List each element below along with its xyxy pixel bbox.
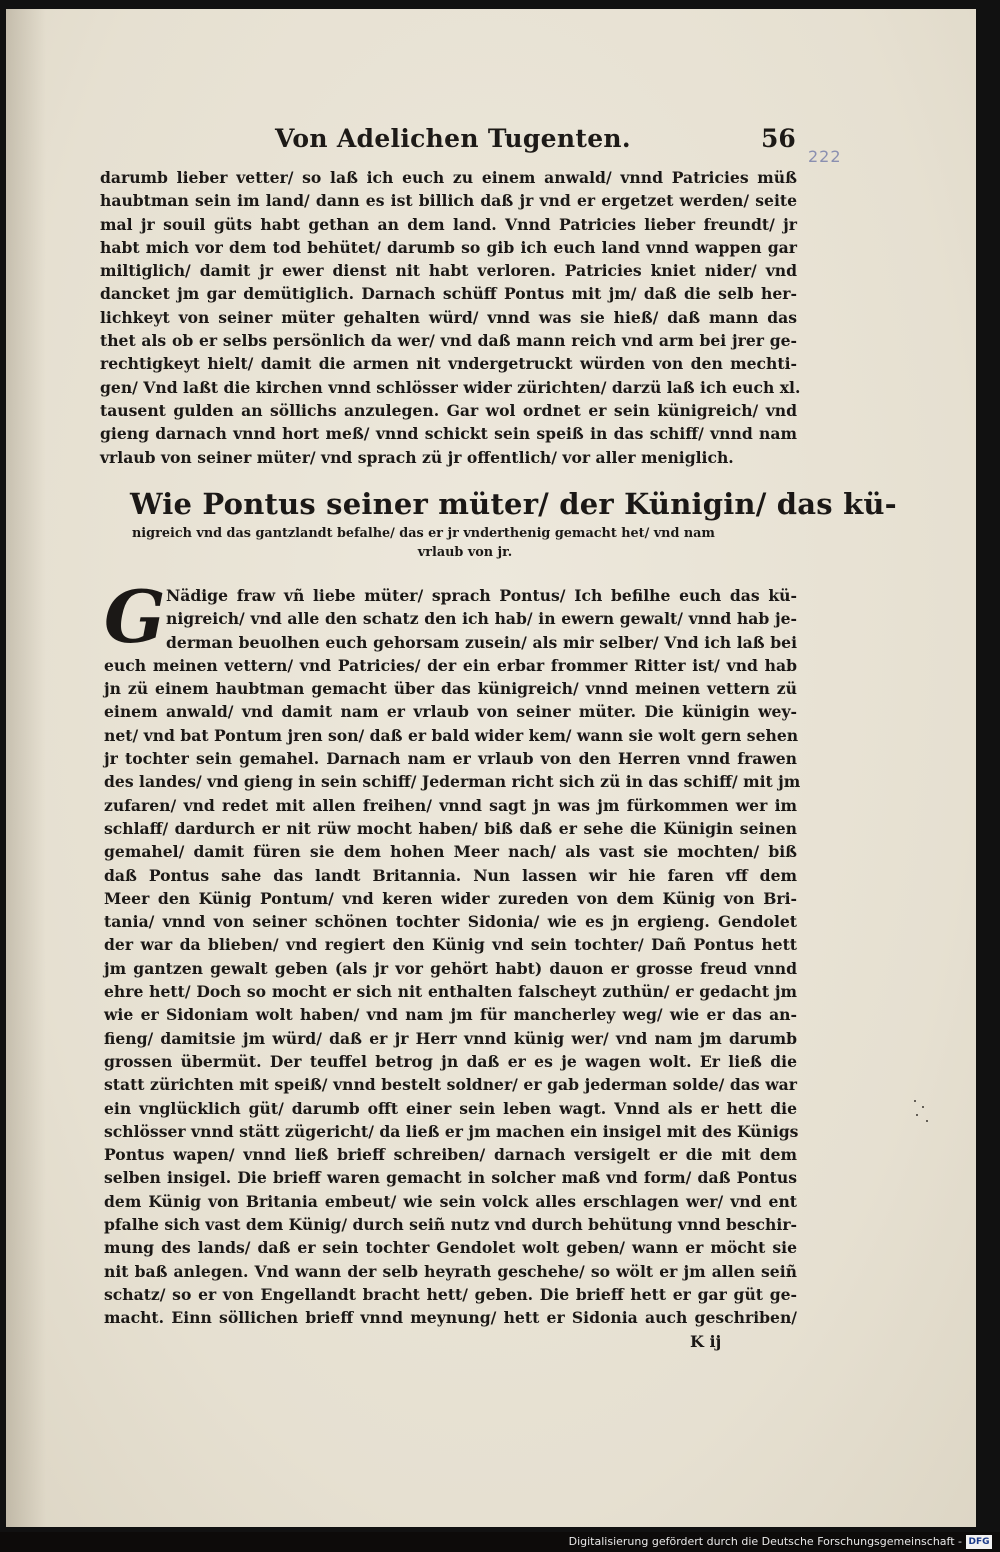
gutter-shadow bbox=[6, 9, 46, 1527]
text-line: macht. Einn söllichen brieff vnnd meynung/ hett er Sidonia auch geschriben/ bbox=[104, 1308, 797, 1328]
text-line: tausent gulden an söllichs anzulegen. Gar wol ordnet er sein künigreich/ vnd bbox=[100, 400, 797, 420]
text-line: net/ vnd bat Pontum jren son/ daß er bald wider kem/ wann sie wolt gern sehen bbox=[104, 725, 799, 745]
text-line: darumb lieber vetter/ so laß ich euch zu einem anwald/ vnnd Patricies müß bbox=[100, 168, 797, 187]
text-line: pfalhe sich vast dem Künig/ durch seiñ nutz vnd durch behütung vnnd beschir- bbox=[104, 1215, 798, 1235]
funding-credit: Digitalisierung gefördert durch die Deutsche Forschungsgemeinschaft - bbox=[568, 1535, 962, 1548]
paragraph-1 bbox=[100, 166, 801, 469]
text-line: thet als ob er selbs persönlich da wer/ vnd daß mann reich vnd arm bei jrer ge- bbox=[100, 331, 797, 351]
text-line: jr tochter sein gemahel. Darnach nam er vrlaub von den Herren vnnd frawen bbox=[104, 749, 797, 769]
chapter-heading bbox=[130, 484, 897, 562]
chapter-heading-subline: nigreich vnd das gantzlandt befalhe/ das er jr vnderthenig gemacht het/ vnd nam bbox=[132, 526, 715, 541]
paper-speckles bbox=[912, 1100, 932, 1130]
text-line: lichkeyt von seiner müter gehalten würd/ vnnd was sie hieß/ daß mann das bbox=[100, 307, 797, 327]
folio-number: 56 bbox=[761, 124, 796, 153]
text-line: ein vnglücklich güt/ darumb offt einer sein leben wagt. Vnnd als er hett die bbox=[104, 1098, 797, 1118]
text-line: mal jr souil güts habt gethan an dem land. Vnnd Patricies lieber freundt/ jr bbox=[100, 214, 797, 234]
text-line: schlösser vnnd stätt zügericht/ da ließ er jm machen ein insigel mit des Künigs bbox=[104, 1121, 799, 1141]
text-line: des landes/ vnd gieng in sein schiff/ Jederman richt sich zü in das schiff/ mit jm bbox=[104, 772, 801, 792]
running-head bbox=[275, 124, 795, 160]
text-line: mung des lands/ daß er sein tochter Gendolet wolt geben/ wann er möcht sie bbox=[104, 1238, 797, 1258]
text-line: gemahel/ damit füren sie dem hohen Meer nach/ als vast sie mochten/ biß bbox=[104, 842, 797, 862]
text-line: habt mich vor dem tod behütet/ darumb so gib ich euch land vnnd wappen gar bbox=[100, 237, 797, 257]
text-line: ehre hett/ Doch so mocht er sich nit enthalten falscheyt zuthün/ er gedacht jm bbox=[104, 982, 797, 1002]
text-line: dancket jm gar demütiglich. Darnach schüff Pontus mit jm/ daß die selb her- bbox=[100, 284, 797, 304]
running-title: Von Adelichen Tugenten. bbox=[275, 124, 631, 153]
text-line: dem Künig von Britania embeut/ wie sein volck alles erschlagen wer/ vnd ent bbox=[104, 1191, 797, 1211]
text-line: nit baß anlegen. Vnd wann der selb heyrath geschehe/ so wölt er jm allen seiñ bbox=[104, 1261, 797, 1281]
text-line: nigreich/ vnd alle den schatz den ich hab/ in ewern gewalt/ vnnd hab je- bbox=[166, 609, 797, 629]
catchword-signature: K ij bbox=[690, 1332, 722, 1351]
text-line: rechtigkeyt hielt/ damit die armen nit vndergetruckt würden von den mechti- bbox=[100, 354, 797, 374]
paragraph-2 bbox=[104, 574, 801, 1330]
text-line: Nädige fraw vñ liebe müter/ sprach Pontus/ Ich befilhe euch das kü- bbox=[166, 586, 797, 605]
text-line: statt zürichten mit speiß/ vnnd bestelt soldner/ er gab jederman solde/ das war bbox=[104, 1075, 797, 1095]
text-line: tania/ vnnd von seiner schönen tochter Sidonia/ wie es jn ergieng. Gendolet bbox=[104, 912, 797, 932]
text-line: gen/ Vnd laßt die kirchen vnnd schlösser wider zürichten/ darzü laß ich euch xl. bbox=[100, 377, 801, 397]
chapter-heading-title: Wie Pontus seiner müter/ der Künigin/ das kü- bbox=[130, 487, 897, 521]
text-line: gieng darnach vnnd hort meß/ vnnd schickt sein speiß in das schiff/ vnnd nam bbox=[100, 424, 797, 444]
text-line: zufaren/ vnd redet mit allen freihen/ vnnd sagt jn was jm fürkommen wer im bbox=[104, 795, 797, 815]
decorated-initial: G bbox=[104, 574, 166, 659]
text-line: Meer den Künig Pontum/ vnd keren wider zureden von dem Künig von Bri- bbox=[104, 888, 797, 908]
text-line: der war da blieben/ vnd regiert den Künig vnd sein tochter/ Dañ Pontus hett bbox=[104, 935, 797, 955]
text-line: derman beuolhen euch gehorsam zusein/ als mir selber/ Vnd ich laß bei bbox=[166, 632, 797, 652]
text-line: einem anwald/ vnd damit nam er vrlaub von seiner müter. Die künigin wey- bbox=[104, 702, 797, 722]
text-line: euch meinen vettern/ vnd Patricies/ der ein erbar frommer Ritter ist/ vnd hab bbox=[104, 655, 797, 675]
text-line: schlaff/ dardurch er nit rüw mocht haben/ biß daß er sehe die Künigin seinen bbox=[104, 818, 797, 838]
text-line: wie er Sidoniam wolt haben/ vnd nam jm für mancherley weg/ wie er das an- bbox=[104, 1005, 797, 1025]
text-line: jm gantzen gewalt geben (als jr vor gehört habt) dauon er grosse freud vnnd bbox=[104, 958, 797, 978]
text-line: Pontus wapen/ vnnd ließ brieff schreiben/ darnach versigelt er die mit dem bbox=[104, 1145, 797, 1165]
text-line: vrlaub von seiner müter/ vnd sprach zü jr offentlich/ vor aller meniglich. bbox=[100, 447, 734, 467]
text-line: haubtman sein im land/ dann es ist billich daß jr vnd er ergetzet werden/ seite bbox=[100, 191, 797, 211]
text-line: daß Pontus sahe das landt Britannia. Nun lassen wir hie faren vff dem bbox=[104, 865, 797, 885]
text-line: miltiglich/ damit jr ewer dienst nit habt verloren. Patricies kniet nider/ vnd bbox=[100, 261, 797, 281]
chapter-heading-subline: vrlaub von jr. bbox=[417, 545, 513, 560]
text-line: jn zü einem haubtman gemacht über das künigreich/ vnnd meinen vettern zü bbox=[104, 679, 797, 699]
text-line: schatz/ so er von Engellandt bracht hett/ geben. Die brieff hett er gar güt ge- bbox=[104, 1284, 797, 1304]
text-line: grossen übermüt. Der teuffel betrog jn daß er es je wagen wolt. Er ließ die bbox=[104, 1051, 797, 1071]
text-line: selben insigel. Die brieff waren gemacht in solcher maß vnd form/ daß Pontus bbox=[104, 1168, 797, 1188]
archive-stamp-number: 222 bbox=[808, 147, 842, 166]
text-line: fieng/ damitsie jm würd/ daß er jr Herr vnnd künig wer/ vnd nam jm darumb bbox=[104, 1028, 797, 1048]
dfg-logo: DFG bbox=[966, 1535, 992, 1549]
